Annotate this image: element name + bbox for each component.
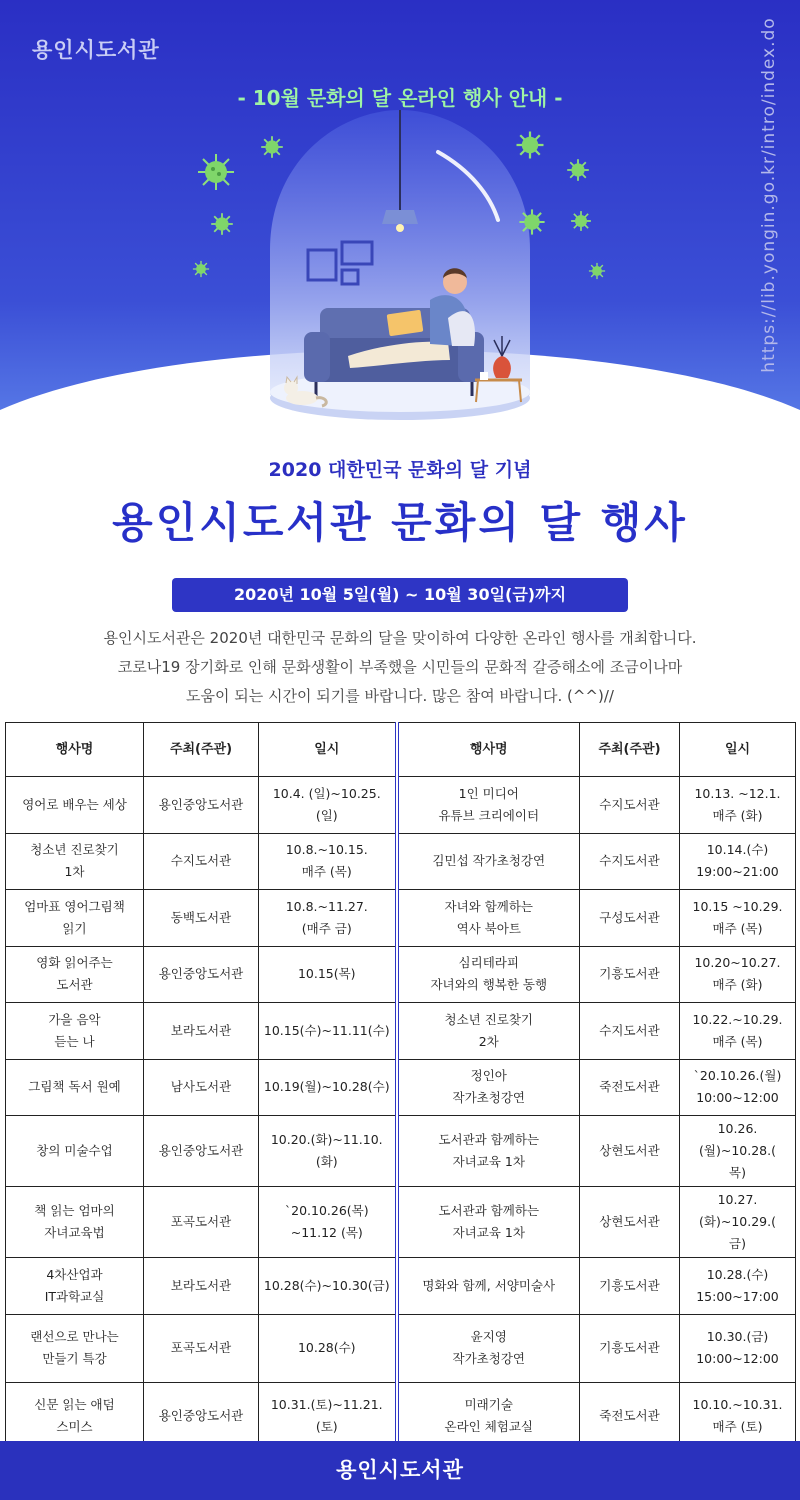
cell-text: 청소년 진로찾기 2차 <box>444 1011 533 1049</box>
event-name-cell <box>397 890 580 947</box>
cell-text: 용인중앙도서관 <box>158 1143 244 1158</box>
event-name-cell <box>6 1258 144 1315</box>
intro-line: 용인시도서관은 2020년 대한민국 문화의 달을 맞이하여 다양한 온라인 행사를 개최합니다. <box>103 629 697 647</box>
event-schedule-table <box>5 722 795 1451</box>
cell-text: 10.31.(토)~11.21.(토) <box>270 1397 383 1434</box>
cell-text: 보라도서관 <box>170 1277 232 1293</box>
event-name-cell <box>397 1187 580 1258</box>
cell-text: 10.14.(수) 19:00~21:00 <box>696 842 779 880</box>
date-cell <box>259 777 397 834</box>
cell-text: 창의 미술수업 <box>36 1143 113 1158</box>
cell-text: 기흥도서관 <box>599 1340 660 1355</box>
virus-icon <box>515 130 545 160</box>
host-cell <box>580 1314 680 1382</box>
intro-line: 도움이 되는 시간이 되기를 바랍니다. 많은 참여 바랍니다. (^^)// <box>186 687 614 705</box>
table-row <box>6 1059 796 1116</box>
cell-text: 10.8.~10.15. 매주 (목) <box>285 842 368 880</box>
cell-text: 신문 읽는 애덤 스미스 <box>34 1397 115 1434</box>
event-name-cell <box>6 1116 144 1187</box>
event-name-cell <box>397 1314 580 1382</box>
date-cell <box>259 833 397 890</box>
host-cell <box>580 946 680 1003</box>
cell-text: 10.20~10.27. 매주 (화) <box>694 955 781 993</box>
cell-text: 1인 미디어 유튜브 크리에이터 <box>438 785 540 823</box>
cell-text: 김민섭 작가초청강연 <box>432 853 546 869</box>
website-url[interactable] <box>756 17 782 373</box>
event-name-cell <box>6 1187 144 1258</box>
cell-text: 죽전도서관 <box>599 1079 660 1095</box>
event-name-cell <box>397 1059 580 1116</box>
page-title: 용인시도서관 문화의 달 행사 <box>112 498 688 547</box>
cell-text: 10.28(수)~10.30(금) <box>263 1277 390 1293</box>
cell-text: 용인중앙도서관 <box>158 966 244 982</box>
cell-text: 10.22.~10.29. 매주 (목) <box>692 1011 783 1049</box>
column-header-date: 일시 <box>680 723 796 777</box>
host-cell <box>144 1059 259 1116</box>
date-cell <box>680 946 796 1003</box>
cell-text: 10.27.(화)~10.29.( 금) <box>699 1192 776 1251</box>
table-row <box>6 833 796 890</box>
table-row <box>6 777 796 834</box>
virus-icon <box>210 212 234 236</box>
event-name-cell <box>397 1258 580 1315</box>
event-name-cell <box>6 1382 144 1450</box>
date-cell <box>680 833 796 890</box>
host-cell <box>580 1059 680 1116</box>
cell-text: 용인중앙도서관 <box>158 1408 244 1423</box>
event-name-cell <box>6 833 144 890</box>
event-name-cell <box>397 833 580 890</box>
host-cell <box>144 1187 259 1258</box>
cell-text: 상현도서관 <box>599 1143 660 1158</box>
host-cell <box>144 833 259 890</box>
event-name-cell <box>397 777 580 834</box>
table-row <box>6 1116 796 1187</box>
date-cell <box>680 777 796 834</box>
event-name-cell <box>6 890 144 947</box>
cell-text: 10.30.(금) 10:00~12:00 <box>696 1329 779 1366</box>
date-cell <box>680 1187 796 1258</box>
cell-text: `20.10.26(목) ~11.12 (목) <box>284 1203 369 1240</box>
cell-text: 구성도서관 <box>599 909 660 925</box>
cell-text: 10.13. ~12.1. 매주 (화) <box>694 785 781 823</box>
date-cell <box>680 1258 796 1315</box>
event-period-badge: 2020년 10월 5일(월) ~ 10월 30일(금)까지 <box>172 578 628 612</box>
cell-text: 책 읽는 엄마의 자녀교육법 <box>34 1203 115 1240</box>
cell-text: 랜선으로 만나는 만들기 특강 <box>30 1329 119 1366</box>
event-notice-heading: - 10월 문화의 달 온라인 행사 안내 - <box>237 86 563 110</box>
cell-text: 그림책 독서 원예 <box>28 1079 121 1095</box>
column-header-host: 주최(주관) <box>580 723 680 777</box>
table-row <box>6 1382 796 1450</box>
cell-text: `20.10.26.(월) 10:00~12:00 <box>693 1068 782 1106</box>
host-cell <box>144 1314 259 1382</box>
date-cell <box>259 1258 397 1315</box>
table-header-row <box>6 723 796 777</box>
host-cell <box>580 890 680 947</box>
date-cell <box>259 1382 397 1450</box>
cell-text: 도서관과 함께하는 자녀교육 1차 <box>438 1203 540 1240</box>
date-cell <box>680 1382 796 1450</box>
event-name-cell <box>6 1003 144 1060</box>
date-cell <box>680 1314 796 1382</box>
cell-text: 10.20.(화)~11.10.(화) <box>270 1132 383 1169</box>
cell-text: 기흥도서관 <box>599 1277 660 1293</box>
cell-text: 수지도서관 <box>170 853 232 869</box>
table-row <box>6 890 796 947</box>
date-cell <box>259 1187 397 1258</box>
host-cell <box>144 1003 259 1060</box>
table-row <box>6 1003 796 1060</box>
cell-text: 청소년 진로찾기 1차 <box>30 842 119 880</box>
cell-text: 정인아 작가초청강연 <box>452 1068 525 1106</box>
table-row <box>6 946 796 1003</box>
event-name-cell <box>397 946 580 1003</box>
host-cell <box>580 1116 680 1187</box>
cell-text: 10.15 ~10.29. 매주 (목) <box>692 898 783 936</box>
cell-text: 포곡도서관 <box>170 1340 232 1355</box>
intro-line: 코로나19 장기화로 인해 문화생활이 부족했을 시민들의 문화적 갈증해소에 조금이나마 <box>117 658 683 676</box>
virus-icon <box>196 152 236 192</box>
column-header-event-name: 행사명 <box>6 723 144 777</box>
cell-text: 상현도서관 <box>599 1214 660 1229</box>
event-name-cell <box>397 1003 580 1060</box>
date-cell <box>680 890 796 947</box>
date-cell <box>259 1003 397 1060</box>
virus-icon <box>192 260 210 278</box>
cell-text: 10.26.(월)~10.28.( 목) <box>699 1121 776 1180</box>
library-logo: 용인시도서관 <box>32 38 160 62</box>
host-cell <box>144 890 259 947</box>
cell-text: 10.4. (일)~10.25. (일) <box>272 785 381 823</box>
cell-text: 보라도서관 <box>170 1022 232 1038</box>
cell-text: 가을 음악 듣는 나 <box>48 1011 101 1049</box>
virus-icon <box>260 135 284 159</box>
virus-icon <box>566 158 590 182</box>
cell-text: 죽전도서관 <box>599 1408 660 1423</box>
cell-text: 기흥도서관 <box>599 966 660 982</box>
cell-text: 영화 읽어주는 도서관 <box>36 955 113 993</box>
cell-text: 포곡도서관 <box>170 1214 232 1229</box>
host-cell <box>144 777 259 834</box>
cell-text: 수지도서관 <box>599 1022 660 1038</box>
host-cell <box>580 1003 680 1060</box>
date-cell <box>259 1314 397 1382</box>
cell-text: 도서관과 함께하는 자녀교육 1차 <box>438 1132 540 1169</box>
intro-paragraph <box>30 624 770 711</box>
column-header-host: 주최(주관) <box>144 723 259 777</box>
cell-text: 용인중앙도서관 <box>158 796 244 812</box>
cell-text: 10.15(목) <box>297 966 356 982</box>
cell-text: 10.10.~10.31. 매주 (토) <box>692 1397 783 1434</box>
host-cell <box>144 1116 259 1187</box>
cell-text: 10.28(수) <box>297 1340 356 1355</box>
event-subtitle: 2020 대한민국 문화의 달 기념 <box>268 459 532 481</box>
column-header-date: 일시 <box>259 723 397 777</box>
cell-text: 10.15(수)~11.11(수) <box>263 1022 390 1038</box>
cell-text: 영어로 배우는 세상 <box>22 796 127 812</box>
date-cell <box>259 946 397 1003</box>
hero-banner <box>0 0 800 430</box>
cell-text: 윤지영 작가초청강연 <box>452 1329 525 1366</box>
cell-text: 10.28.(수) 15:00~17:00 <box>696 1266 779 1304</box>
cell-text: 4차산업과 IT과학교실 <box>44 1266 105 1304</box>
host-cell <box>144 1382 259 1450</box>
cell-text: 자녀와 함께하는 역사 북아트 <box>444 898 533 936</box>
hero-illustration <box>0 0 800 430</box>
cell-text: 10.8.~11.27. (매주 금) <box>285 898 368 936</box>
host-cell <box>144 1258 259 1315</box>
event-name-cell <box>397 1382 580 1450</box>
table-row <box>6 1314 796 1382</box>
host-cell <box>580 1187 680 1258</box>
event-name-cell <box>6 946 144 1003</box>
column-header-event-name: 행사명 <box>397 723 580 777</box>
website-url-text[interactable]: https://lib.yongin.go.kr/intro/index.do <box>759 17 779 373</box>
date-cell <box>680 1116 796 1187</box>
date-cell <box>259 1059 397 1116</box>
cell-text: 명화와 함께, 서양미술사 <box>422 1277 556 1293</box>
cell-text: 미래기술 온라인 체험교실 <box>444 1397 533 1434</box>
date-cell <box>680 1003 796 1060</box>
event-name-cell <box>397 1116 580 1187</box>
date-cell <box>259 890 397 947</box>
host-cell <box>144 946 259 1003</box>
host-cell <box>580 1258 680 1315</box>
event-name-cell <box>6 777 144 834</box>
virus-icon <box>518 208 546 236</box>
cell-text: 동백도서관 <box>170 909 232 925</box>
virus-icon <box>570 210 592 232</box>
cell-text: 10.19(월)~10.28(수) <box>263 1079 390 1095</box>
host-cell <box>580 777 680 834</box>
cell-text: 수지도서관 <box>599 796 660 812</box>
event-name-cell <box>6 1314 144 1382</box>
event-name-cell <box>6 1059 144 1116</box>
table-row <box>6 1258 796 1315</box>
host-cell <box>580 1382 680 1450</box>
table-row <box>6 1187 796 1258</box>
cell-text: 심리테라피 자녀와의 행복한 동행 <box>430 955 548 993</box>
cell-text: 엄마표 영어그림책 읽기 <box>24 898 125 936</box>
cell-text: 남사도서관 <box>170 1079 232 1095</box>
date-cell <box>680 1059 796 1116</box>
virus-icon <box>588 262 606 280</box>
host-cell <box>580 833 680 890</box>
cell-text: 수지도서관 <box>599 853 660 869</box>
footer-logo: 용인시도서관 <box>0 1441 800 1500</box>
date-cell <box>259 1116 397 1187</box>
